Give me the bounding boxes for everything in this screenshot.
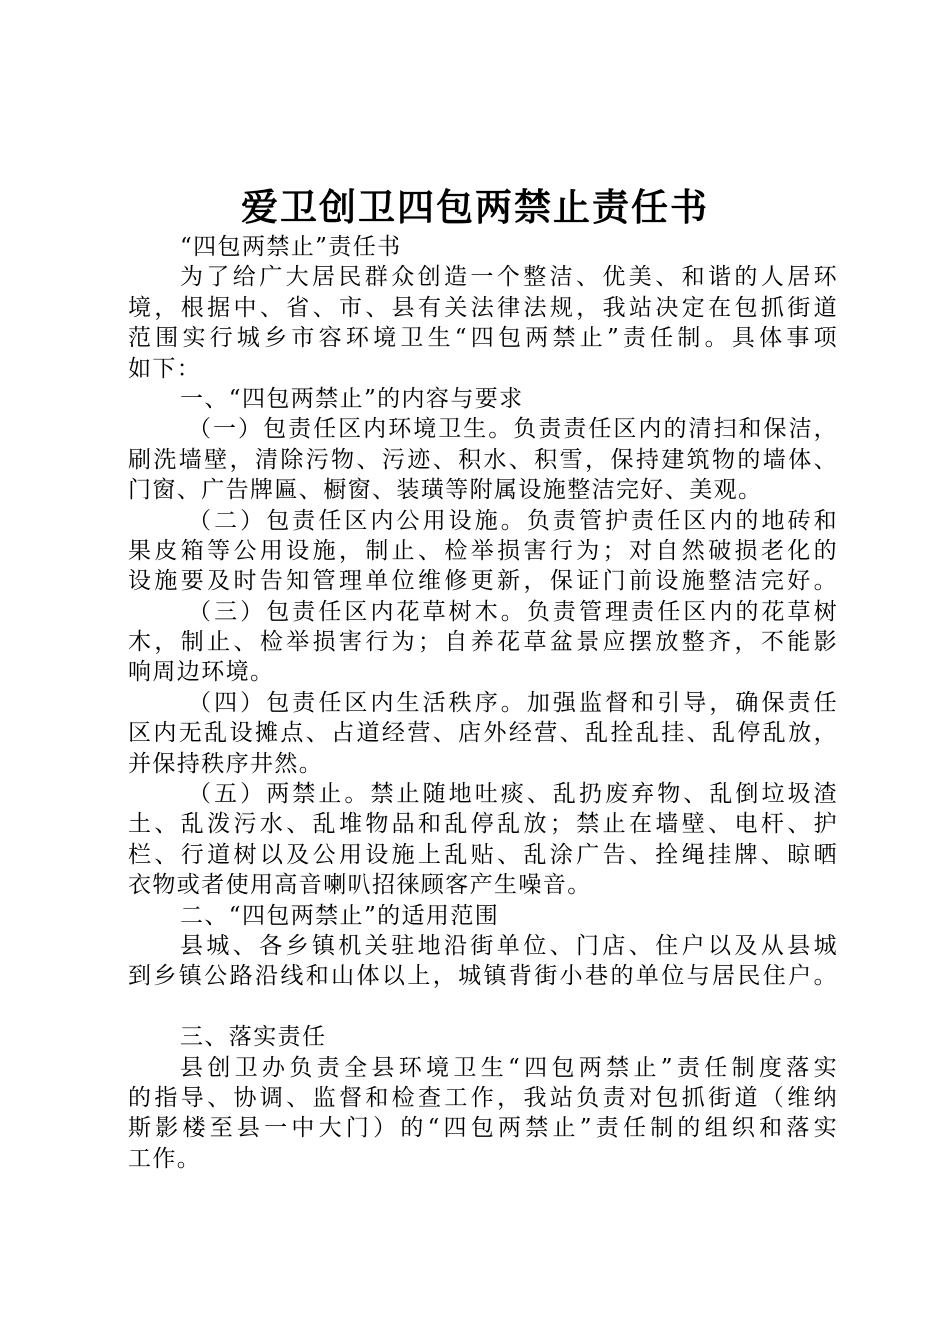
text-line: 栏、行道树以及公用设施上乱贴、乱涂广告、拴绳挂牌、晾晒	[128, 841, 838, 868]
text-line: 一、“四包两禁止”的内容与要求	[180, 385, 524, 412]
text-line: 刷洗墙壁，清除污物、污迹、积水、积雪，保持建筑物的墙体、	[128, 446, 838, 473]
text-line: （三）包责任区内花草树木。负责管理责任区内的花草树	[188, 598, 838, 625]
text-line: 工作。	[128, 1145, 202, 1172]
text-line: 县创卫办负责全县环境卫生“四包两禁止”责任制度落实	[180, 1054, 838, 1081]
text-line: （四）包责任区内生活秩序。加强监督和引导，确保责任	[188, 689, 838, 716]
text-line: 的指导、协调、监督和检查工作，我站负责对包抓街道（维纳	[128, 1084, 838, 1111]
text-line: 到乡镇公路沿线和山体以上，城镇背街小巷的单位与居民住户。	[128, 963, 838, 990]
text-line: 范围实行城乡市容环境卫生“四包两禁止”责任制。具体事项	[128, 325, 838, 352]
document-title: 爱卫创卫四包两禁止责任书	[241, 185, 709, 229]
text-line: 果皮箱等公用设施，制止、检举损害行为；对自然破损老化的	[128, 537, 838, 564]
text-line: 门窗、广告牌匾、橱窗、装璜等附属设施整洁完好、美观。	[128, 477, 763, 504]
text-line: （五）两禁止。禁止随地吐痰、乱扔废弃物、乱倒垃圾渣	[188, 781, 838, 808]
text-line: 为了给广大居民群众创造一个整洁、优美、和谐的人居环	[180, 264, 838, 291]
text-line: 斯影楼至县一中大门）的“四包两禁止”责任制的组织和落实	[128, 1115, 838, 1142]
text-line: 三、落实责任	[180, 1024, 327, 1051]
text-line: 区内无乱设摊点、占道经营、店外经营、乱拴乱挂、乱停乱放，	[128, 720, 838, 747]
text-line: 境，根据中、省、市、县有关法律法规，我站决定在包抓街道	[128, 294, 838, 321]
text-line: 设施要及时告知管理单位维修更新，保证门前设施整洁完好。	[128, 568, 838, 595]
text-line: 二、“四包两禁止”的适用范围	[180, 902, 500, 929]
text-line: （一）包责任区内环境卫生。负责责任区内的清扫和保洁，	[188, 416, 838, 443]
text-line: 土、乱泼污水、乱堆物品和乱停乱放；禁止在墙壁、电杆、护	[128, 811, 838, 838]
text-line: 县城、各乡镇机关驻地沿街单位、门店、住户以及从县城	[180, 932, 838, 959]
document-body	[128, 232, 838, 1174]
text-line: 如下：	[128, 355, 202, 382]
text-line: “四包两禁止”责任书	[180, 234, 402, 260]
text-line: （二）包责任区内公用设施。负责管护责任区内的地砖和	[188, 507, 838, 534]
text-line: 木，制止、检举损害行为；自养花草盆景应摆放整齐，不能影	[128, 629, 838, 656]
text-line: 衣物或者使用高音喇叭招徕顾客产生噪音。	[128, 872, 592, 899]
blank-line	[128, 992, 838, 1022]
text-line: 响周边环境。	[128, 659, 275, 686]
text-line: 并保持秩序井然。	[128, 750, 324, 777]
